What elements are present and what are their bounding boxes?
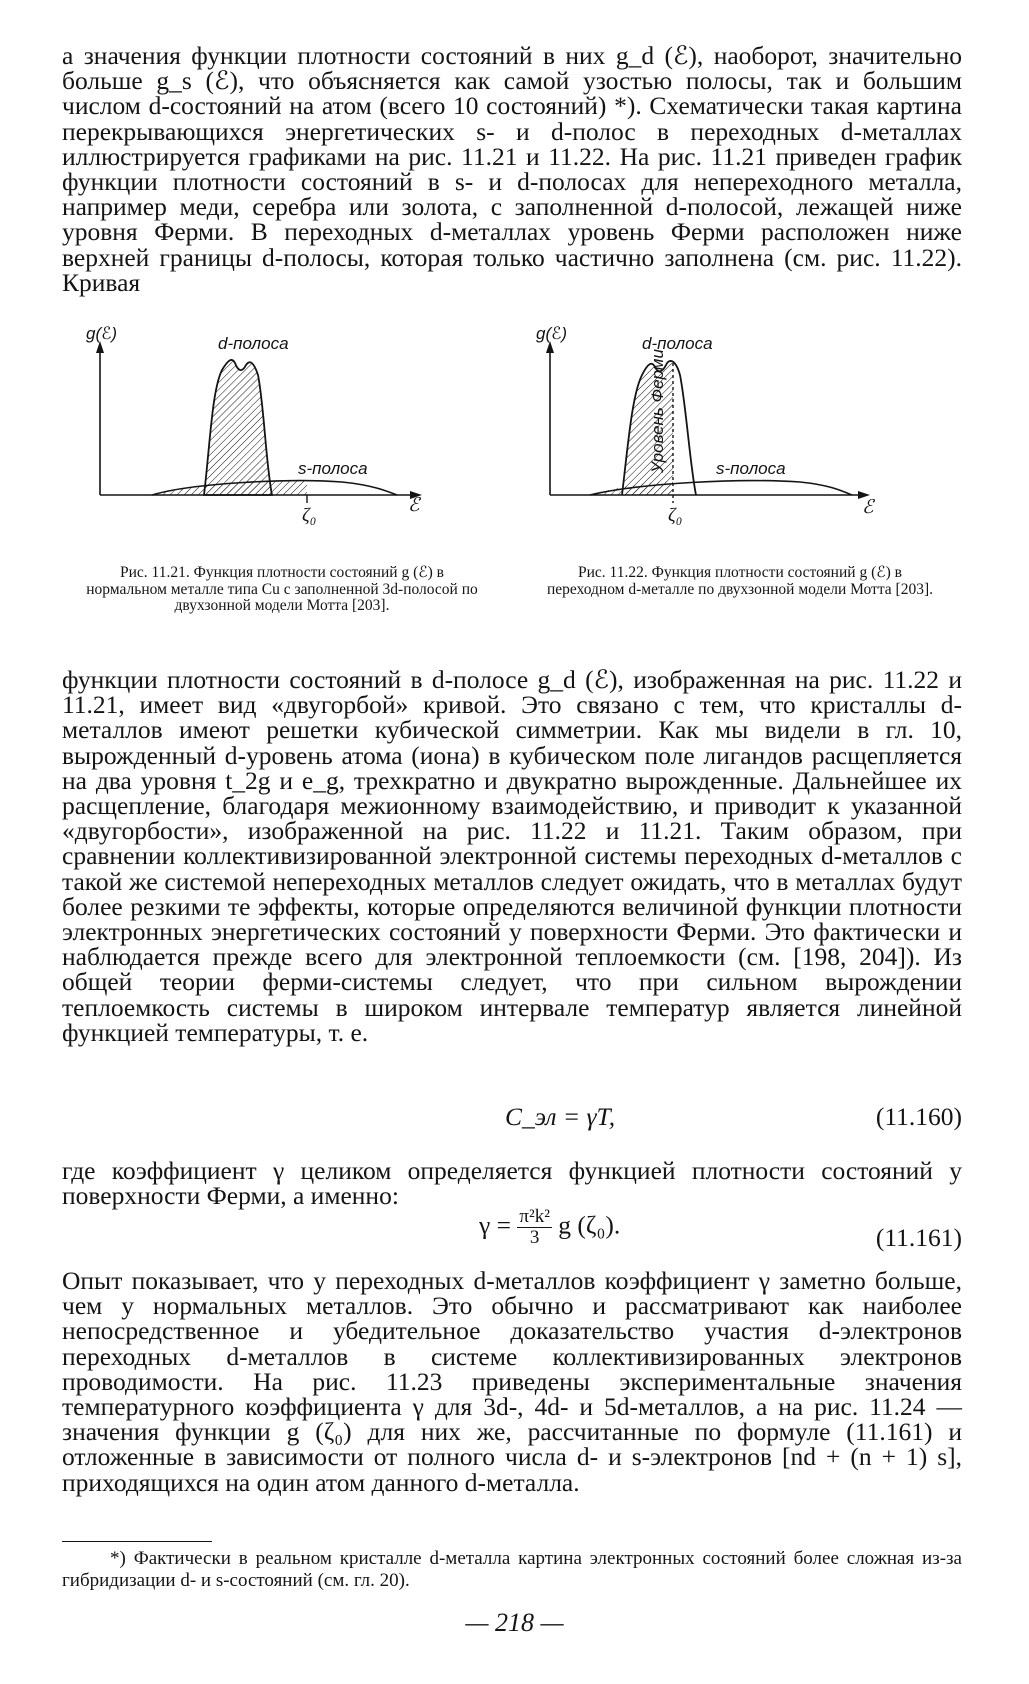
figure-11-22 (530, 324, 950, 565)
x-axis-label: ℰ (862, 497, 874, 518)
fermi-level-label: ζ₀ (302, 505, 317, 526)
paragraph-1: а значения функции плотности состояний в них g_d (ℰ), наоборот, значительно больше g_s (ℰ), что объясняется как самой узостью полосы, так и большим числом d-состояний на атом (всего 10 состояний) *). Схематически такая картина перекрывающихся энергетических s- и d-полос в переходных d-металлах иллюстрируется графиками на рис. 11.21 и 11.22. На рис. 11.21 приведен график функции плотности состояний в s- и d-полосах для непереходного металла, например меди, серебра или золота, с заполненной d-полосой, лежащей ниже уровня Ферми. В переходных d-металлах уровень Ферми расположен ниже верхней границы d-полосы, которая только частично заполнена (см. рис. 11.22). Кривая (62, 41, 962, 297)
footnote: *) Фактически в реальном кристалле d-металла картина электронных состояний более сложная из-за гибридизации d- и s-состояний (см. гл. 20). (62, 1548, 962, 1591)
equation-11-161-fraction (517, 1207, 552, 1248)
d-band-curve (204, 360, 272, 495)
equation-11-161 (62, 1207, 962, 1267)
d-band-label: d-полоса (218, 334, 289, 353)
s-band-label: s-полоса (298, 459, 368, 478)
equation-11-160-formula: C_эл = γT, (505, 1102, 616, 1131)
y-axis (96, 341, 104, 495)
figure-11-21-caption: Рис. 11.21. Функция плотности состояний g (ℰ) в нормальном металле типа Cu с заполненной 3d-полосой по двухзонной модели Мотта [203]. (86, 564, 478, 614)
d-band-label: d-полоса (642, 334, 713, 353)
equation-11-160-number: (11.160) (875, 1102, 962, 1131)
equation-11-160 (62, 1102, 962, 1142)
equation-11-161-number: (11.161) (875, 1223, 962, 1252)
fermi-level-text: Уровень Ферми (648, 349, 667, 473)
page-number: — 218 — (465, 1608, 564, 1637)
y-axis (546, 341, 554, 495)
paragraph-4: Опыт показывает, что у переходных d-металлов коэффициент γ заметно больше, чем у нормальных металлов. Это обычно и рассматривают как наиболее непосредственное и убедительное доказательство участия d-электронов переходных d-металлов в системе коллективизированных электронов проводимости. На рис. 11.23 приведены экспериментальные значения температурного коэффициента γ для 3d-, 4d- и 5d-металлов, а на рис. 11.24 — значения функции g (ζ₀) для них же, рассчитанные по формуле (11.161) и отложенные в зависимости от полного числа d- и s-электронов [nd + (n + 1) s], приходящихся на один атом данного d-металла. (62, 1266, 962, 1497)
fraction-numerator: π²k² (519, 1206, 550, 1227)
paragraph-2: функции плотности состояний в d-полосе g_d (ℰ), изображенная на рис. 11.22 и 11.21, имеет вид «двугорбой» кривой. Это связано с тем, что кристаллы d-металлов имеют решетки кубической симметрии. Как мы видели в гл. 10, вырожденный d-уровень атома (иона) в кубическом поле лигандов расщепляется на два уровня t_2g и e_g, трехкратно и двукратно вырожденные. Дальнейшее их расщепление, благодаря межионному взаимодействию, и приводит к указанной «двугорбости», изображенной на рис. 11.22 и 11.21. Таким образом, при сравнении коллективизированной электронной системы переходных d-металлов с такой же системой непереходных металлов следует ожидать, что в металлах будут более резкими те эффекты, которые определяются величиной функции плотности электронных энергетических состояний у поверхности Ферми. Это фактически и наблюдается прежде всего для электронной теплоемкости (см. [198, 204]). Из общей теории ферми-системы следует, что при сильном вырождении теплоемкость системы в широком интервале температур является линейной функцией температуры, т. е. (62, 665, 962, 1047)
figure-11-21 (82, 324, 492, 565)
y-axis-label: g(ℰ) (536, 324, 568, 343)
equation-11-161-formula (479, 1207, 620, 1248)
s-band-label: s-полоса (716, 459, 786, 478)
paragraph-3: где коэффициент γ целиком определяется функцией плотности состояний у поверхности Ферми, а именно: (62, 1156, 962, 1211)
equation-11-161-lhs: γ = (479, 1210, 512, 1240)
fraction-denominator: 3 (529, 1227, 540, 1248)
fermi-level-label: ζ₀ (668, 505, 683, 526)
equation-11-161-rhs: g (ζ₀). (558, 1210, 621, 1240)
x-axis-label: ℰ (408, 495, 420, 516)
footnote-separator (62, 1541, 212, 1542)
y-axis-label: g(ℰ) (86, 324, 118, 343)
figure-11-22-caption: Рис. 11.22. Функция плотности состояний g (ℰ) в переходном d-металле по двухзонной модели Мотта [203]. (546, 564, 934, 598)
